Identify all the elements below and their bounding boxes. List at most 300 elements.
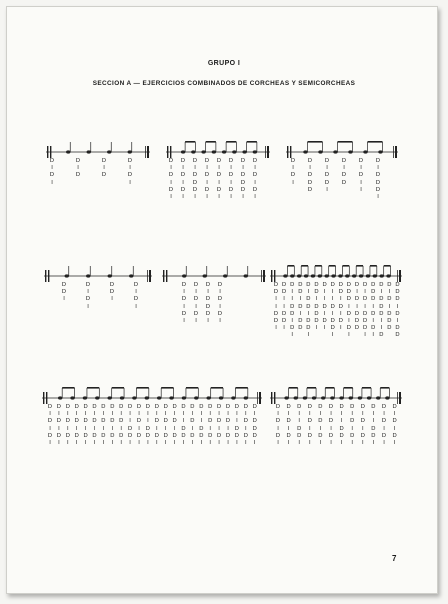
left-hand-letter: I xyxy=(383,425,385,432)
right-hand-letter: D xyxy=(243,418,248,425)
right-hand-letter: D xyxy=(330,303,335,310)
beam xyxy=(368,141,383,143)
sticking-column xyxy=(99,158,109,180)
end-bar xyxy=(261,270,262,282)
left-hand-letter: I xyxy=(138,411,140,418)
right-hand-letter: D xyxy=(192,158,198,164)
note-head xyxy=(297,274,301,277)
right-hand-letter: D xyxy=(330,317,335,324)
note-head xyxy=(303,396,307,399)
left-hand-letter: I xyxy=(319,439,322,446)
note-head xyxy=(182,396,186,399)
note-head xyxy=(194,396,198,399)
left-hand-letter: I xyxy=(49,425,51,432)
note-head xyxy=(222,150,226,153)
right-hand-letter: D xyxy=(395,289,400,296)
rhythm-staff xyxy=(162,260,266,284)
right-hand-letter: D xyxy=(330,325,335,332)
left-hand-letter: I xyxy=(326,186,328,193)
left-hand-letter: I xyxy=(323,325,326,332)
right-hand-letter: D xyxy=(252,404,257,410)
note-head xyxy=(120,396,124,399)
end-bar xyxy=(397,392,398,404)
right-hand-letter: D xyxy=(192,186,198,193)
beam xyxy=(338,141,353,143)
clef-bar xyxy=(50,146,51,158)
beam xyxy=(247,141,257,143)
left-hand-letter: I xyxy=(170,193,172,200)
left-hand-letter: I xyxy=(244,425,247,432)
right-hand-letter: D xyxy=(379,332,384,339)
right-hand-letter: D xyxy=(172,418,177,425)
end-bar xyxy=(395,146,397,158)
right-hand-letter: D xyxy=(217,310,223,317)
sticking-column xyxy=(379,404,389,447)
right-hand-letter: D xyxy=(127,172,133,179)
note-head xyxy=(129,274,133,277)
right-hand-letter: D xyxy=(101,418,106,425)
right-hand-letter: D xyxy=(217,432,222,439)
left-hand-letter: I xyxy=(58,425,60,432)
right-hand-letter: D xyxy=(92,404,97,410)
left-hand-letter: I xyxy=(340,418,343,425)
right-hand-letter: D xyxy=(243,432,248,439)
right-hand-letter: D xyxy=(371,296,376,303)
right-hand-letter: D xyxy=(225,432,231,439)
rhythm-staff xyxy=(286,136,398,160)
note-head xyxy=(345,274,349,277)
right-hand-letter: D xyxy=(163,418,168,425)
note-head xyxy=(333,150,337,153)
note-head xyxy=(231,396,235,399)
right-hand-letter: D xyxy=(346,296,351,303)
note-head xyxy=(145,396,149,399)
left-hand-letter: I xyxy=(348,332,350,339)
rhythm-staff xyxy=(42,382,262,406)
left-hand-letter: I xyxy=(84,439,87,446)
right-hand-letter: D xyxy=(322,282,327,288)
left-hand-letter: I xyxy=(138,425,140,432)
right-hand-letter: D xyxy=(363,310,368,317)
left-hand-letter: I xyxy=(147,411,149,418)
right-hand-letter: D xyxy=(65,404,70,410)
note-head xyxy=(358,396,362,399)
left-hand-letter: I xyxy=(51,165,53,172)
left-hand-letter: I xyxy=(360,165,362,172)
note-head xyxy=(223,274,227,277)
end-bar xyxy=(147,146,149,158)
right-hand-letter: D xyxy=(181,404,186,410)
beam xyxy=(136,387,148,389)
right-hand-letter: D xyxy=(56,418,61,425)
note-head xyxy=(373,274,377,277)
note-head xyxy=(65,274,69,277)
left-hand-letter: I xyxy=(164,411,167,418)
right-hand-letter: D xyxy=(154,418,159,425)
left-hand-letter: I xyxy=(330,425,332,432)
sticking-column xyxy=(273,404,283,447)
note-head xyxy=(304,274,308,277)
beam xyxy=(87,387,99,389)
left-hand-letter: I xyxy=(340,411,343,418)
right-hand-letter: D xyxy=(395,325,400,332)
right-hand-letter: D xyxy=(354,310,360,317)
left-hand-letter: I xyxy=(361,439,364,446)
left-hand-letter: I xyxy=(275,303,277,310)
right-hand-letter: D xyxy=(371,432,376,439)
right-hand-letter: D xyxy=(119,432,124,439)
beam xyxy=(301,265,308,267)
left-hand-letter: I xyxy=(356,303,358,310)
sticking-column xyxy=(191,282,201,325)
left-hand-letter: I xyxy=(383,411,385,418)
left-hand-letter: I xyxy=(323,310,326,317)
beam xyxy=(380,387,389,389)
left-hand-letter: I xyxy=(230,179,232,186)
sticking-column xyxy=(356,158,366,194)
left-hand-letter: I xyxy=(372,439,375,446)
left-hand-letter: I xyxy=(291,296,293,303)
clef-bar xyxy=(45,270,46,282)
clef-bar xyxy=(287,146,288,158)
left-hand-letter: I xyxy=(218,165,220,172)
right-hand-letter: D xyxy=(318,432,323,439)
right-hand-letter: D xyxy=(234,432,239,439)
clef-bar xyxy=(170,146,171,158)
right-hand-letter: D xyxy=(154,432,159,439)
left-hand-letter: I xyxy=(120,439,122,446)
right-hand-letter: D xyxy=(322,303,327,310)
left-hand-letter: I xyxy=(87,289,89,296)
left-hand-letter: I xyxy=(227,411,229,418)
left-hand-letter: I xyxy=(396,303,399,310)
right-hand-letter: D xyxy=(307,172,313,179)
left-hand-letter: I xyxy=(182,179,184,186)
left-hand-letter: I xyxy=(129,165,131,172)
right-hand-letter: D xyxy=(252,172,258,179)
left-hand-letter: I xyxy=(364,289,366,296)
right-hand-letter: D xyxy=(92,432,97,439)
right-hand-letter: D xyxy=(392,418,397,425)
left-hand-letter: I xyxy=(207,289,209,296)
right-hand-letter: D xyxy=(225,404,231,410)
right-hand-letter: D xyxy=(346,289,351,296)
sticking-column xyxy=(107,282,117,304)
right-hand-letter: D xyxy=(387,310,392,317)
clef-bar xyxy=(274,270,275,282)
right-hand-letter: D xyxy=(49,158,55,164)
sticking-column xyxy=(238,158,248,201)
left-hand-letter: I xyxy=(195,289,197,296)
sticking-column xyxy=(294,404,304,447)
right-hand-letter: D xyxy=(282,310,287,317)
left-hand-letter: I xyxy=(209,411,211,418)
beam xyxy=(315,265,322,267)
sticking-column xyxy=(339,158,349,187)
right-hand-letter: D xyxy=(314,289,319,296)
left-hand-letter: I xyxy=(129,179,131,186)
left-hand-letter: I xyxy=(291,332,293,339)
left-hand-letter: I xyxy=(339,296,342,303)
right-hand-letter: D xyxy=(163,404,168,410)
note-head xyxy=(385,396,389,399)
right-hand-letter: D xyxy=(180,172,186,179)
left-hand-letter: I xyxy=(218,425,220,432)
right-hand-letter: D xyxy=(163,432,168,439)
right-hand-letter: D xyxy=(339,425,344,432)
left-hand-letter: I xyxy=(230,193,232,200)
right-hand-letter: D xyxy=(379,310,384,317)
right-hand-letter: D xyxy=(358,158,364,164)
sticking-column xyxy=(284,404,294,447)
right-hand-letter: D xyxy=(190,404,195,410)
left-hand-letter: I xyxy=(393,439,396,446)
left-hand-letter: I xyxy=(230,165,232,172)
right-hand-letter: D xyxy=(228,186,234,193)
beam xyxy=(289,387,298,389)
left-hand-letter: I xyxy=(129,439,131,446)
left-hand-letter: I xyxy=(393,411,396,418)
left-hand-letter: I xyxy=(361,425,364,432)
note-head xyxy=(83,396,87,399)
right-hand-letter: D xyxy=(290,282,295,288)
left-hand-letter: I xyxy=(164,425,167,432)
note-head xyxy=(318,274,322,277)
sticking-column xyxy=(214,158,224,201)
right-hand-letter: D xyxy=(318,404,323,410)
right-hand-letter: D xyxy=(180,186,186,193)
right-hand-letter: D xyxy=(350,418,355,425)
left-hand-letter: I xyxy=(191,411,194,418)
clef-bar xyxy=(271,270,272,282)
note-head xyxy=(359,274,363,277)
beam xyxy=(370,265,377,267)
right-hand-letter: D xyxy=(136,404,142,410)
right-hand-letter: D xyxy=(371,425,376,432)
right-hand-letter: D xyxy=(65,418,70,425)
left-hand-letter: I xyxy=(308,411,311,418)
left-hand-letter: I xyxy=(319,411,322,418)
right-hand-letter: D xyxy=(180,158,186,164)
left-hand-letter: I xyxy=(111,439,114,446)
right-hand-letter: D xyxy=(338,282,343,288)
right-hand-letter: D xyxy=(395,310,400,317)
right-hand-letter: D xyxy=(297,432,302,439)
left-hand-letter: I xyxy=(307,310,310,317)
right-hand-letter: D xyxy=(225,418,231,425)
right-hand-letter: D xyxy=(216,172,222,179)
left-hand-letter: I xyxy=(218,179,220,186)
left-hand-letter: I xyxy=(356,289,358,296)
right-hand-letter: D xyxy=(56,432,61,439)
left-hand-letter: I xyxy=(323,296,326,303)
right-hand-letter: D xyxy=(339,404,344,410)
right-hand-letter: D xyxy=(358,172,364,179)
right-hand-letter: D xyxy=(387,282,392,288)
left-hand-letter: I xyxy=(173,439,176,446)
note-head xyxy=(379,274,383,277)
sticking-column xyxy=(179,282,189,325)
end-bar xyxy=(397,270,398,282)
left-hand-letter: I xyxy=(49,439,51,446)
left-hand-letter: I xyxy=(182,418,185,425)
sticking-column xyxy=(373,158,383,201)
right-hand-letter: D xyxy=(181,282,187,288)
right-hand-letter: D xyxy=(181,296,187,303)
right-hand-letter: D xyxy=(193,310,199,317)
left-hand-letter: I xyxy=(182,193,184,200)
note-head xyxy=(58,396,62,399)
right-hand-letter: D xyxy=(286,418,291,425)
left-hand-letter: I xyxy=(183,289,185,296)
right-hand-letter: D xyxy=(282,289,287,296)
clef-bar xyxy=(47,146,48,158)
sticking-column xyxy=(358,404,368,447)
left-hand-letter: I xyxy=(209,439,211,446)
left-hand-letter: I xyxy=(360,179,362,186)
left-hand-letter: I xyxy=(111,425,114,432)
right-hand-letter: D xyxy=(314,303,319,310)
right-hand-letter: D xyxy=(387,296,392,303)
right-hand-letter: D xyxy=(228,172,234,179)
left-hand-letter: I xyxy=(135,289,137,296)
right-hand-letter: D xyxy=(109,289,115,296)
right-hand-letter: D xyxy=(83,404,88,410)
right-hand-letter: D xyxy=(306,317,311,324)
right-hand-letter: D xyxy=(354,282,360,288)
left-hand-letter: I xyxy=(191,425,194,432)
left-hand-letter: I xyxy=(307,332,310,339)
right-hand-letter: D xyxy=(273,310,279,317)
note-head xyxy=(132,396,136,399)
sticking-column xyxy=(73,158,83,180)
right-hand-letter: D xyxy=(363,296,368,303)
left-hand-letter: I xyxy=(287,425,290,432)
right-hand-letter: D xyxy=(110,404,115,410)
right-hand-letter: D xyxy=(307,404,312,410)
note-head xyxy=(181,150,185,153)
right-hand-letter: D xyxy=(363,282,368,288)
right-hand-letter: D xyxy=(192,179,198,186)
left-hand-letter: I xyxy=(275,325,277,332)
note-head xyxy=(363,150,367,153)
sticking-column xyxy=(166,158,176,201)
left-hand-letter: I xyxy=(75,439,78,446)
right-hand-letter: D xyxy=(298,282,303,288)
right-hand-letter: D xyxy=(290,158,296,164)
right-hand-letter: D xyxy=(252,432,257,439)
beam xyxy=(362,387,371,389)
right-hand-letter: D xyxy=(234,425,239,432)
left-hand-letter: I xyxy=(298,411,300,418)
sticking-column xyxy=(250,158,260,201)
left-hand-letter: I xyxy=(254,165,256,172)
left-hand-letter: I xyxy=(135,303,137,310)
right-hand-letter: D xyxy=(193,282,199,288)
right-hand-letter: D xyxy=(168,172,174,179)
left-hand-letter: I xyxy=(147,418,149,425)
right-hand-letter: D xyxy=(133,296,139,303)
left-hand-letter: I xyxy=(138,439,140,446)
right-hand-letter: D xyxy=(371,289,376,296)
left-hand-letter: I xyxy=(339,325,342,332)
left-hand-letter: I xyxy=(183,303,185,310)
left-hand-letter: I xyxy=(351,425,353,432)
left-hand-letter: I xyxy=(183,317,185,324)
left-hand-letter: I xyxy=(254,179,256,186)
note-head xyxy=(283,274,287,277)
note-head xyxy=(324,274,328,277)
sticking-column xyxy=(347,404,357,447)
right-hand-letter: D xyxy=(341,179,347,186)
end-bar xyxy=(265,146,266,158)
right-hand-letter: D xyxy=(133,282,139,288)
left-hand-letter: I xyxy=(93,411,96,418)
right-hand-letter: D xyxy=(216,186,222,193)
left-hand-letter: I xyxy=(372,303,374,310)
end-bar xyxy=(263,270,265,282)
left-hand-letter: I xyxy=(242,193,244,200)
right-hand-letter: D xyxy=(379,296,384,303)
left-hand-letter: I xyxy=(283,296,285,303)
left-hand-letter: I xyxy=(51,179,53,186)
left-hand-letter: I xyxy=(155,439,158,446)
left-hand-letter: I xyxy=(308,439,311,446)
left-hand-letter: I xyxy=(309,165,311,172)
right-hand-letter: D xyxy=(290,303,295,310)
right-hand-letter: D xyxy=(240,172,246,179)
rhythm-staff xyxy=(44,260,152,284)
end-bar xyxy=(147,270,148,282)
right-hand-letter: D xyxy=(128,404,133,410)
left-hand-letter: I xyxy=(236,418,238,425)
right-hand-letter: D xyxy=(307,158,313,164)
beam xyxy=(287,265,294,267)
left-hand-letter: I xyxy=(219,289,221,296)
left-hand-letter: I xyxy=(330,411,332,418)
left-hand-letter: I xyxy=(388,289,391,296)
right-hand-letter: D xyxy=(92,418,97,425)
right-hand-letter: D xyxy=(392,432,397,439)
right-hand-letter: D xyxy=(375,158,381,164)
right-hand-letter: D xyxy=(290,172,296,179)
left-hand-letter: I xyxy=(66,411,69,418)
left-hand-letter: I xyxy=(206,179,208,186)
left-hand-letter: I xyxy=(173,411,176,418)
note-head xyxy=(294,396,298,399)
end-bar xyxy=(257,392,258,404)
left-hand-letter: I xyxy=(277,411,279,418)
right-hand-letter: D xyxy=(306,296,311,303)
note-head xyxy=(312,396,316,399)
left-hand-letter: I xyxy=(307,289,310,296)
note-head xyxy=(376,396,380,399)
right-hand-letter: D xyxy=(273,282,279,288)
left-hand-letter: I xyxy=(170,179,172,186)
right-hand-letter: D xyxy=(322,317,327,324)
beam xyxy=(211,387,223,389)
right-hand-letter: D xyxy=(109,282,115,288)
note-head xyxy=(338,274,342,277)
right-hand-letter: D xyxy=(205,310,211,317)
left-hand-letter: I xyxy=(236,411,238,418)
end-bar xyxy=(267,146,269,158)
left-hand-letter: I xyxy=(253,411,256,418)
right-hand-letter: D xyxy=(307,179,313,186)
clef-bar xyxy=(271,392,272,404)
sticking-column xyxy=(47,158,57,187)
right-hand-letter: D xyxy=(314,282,319,288)
